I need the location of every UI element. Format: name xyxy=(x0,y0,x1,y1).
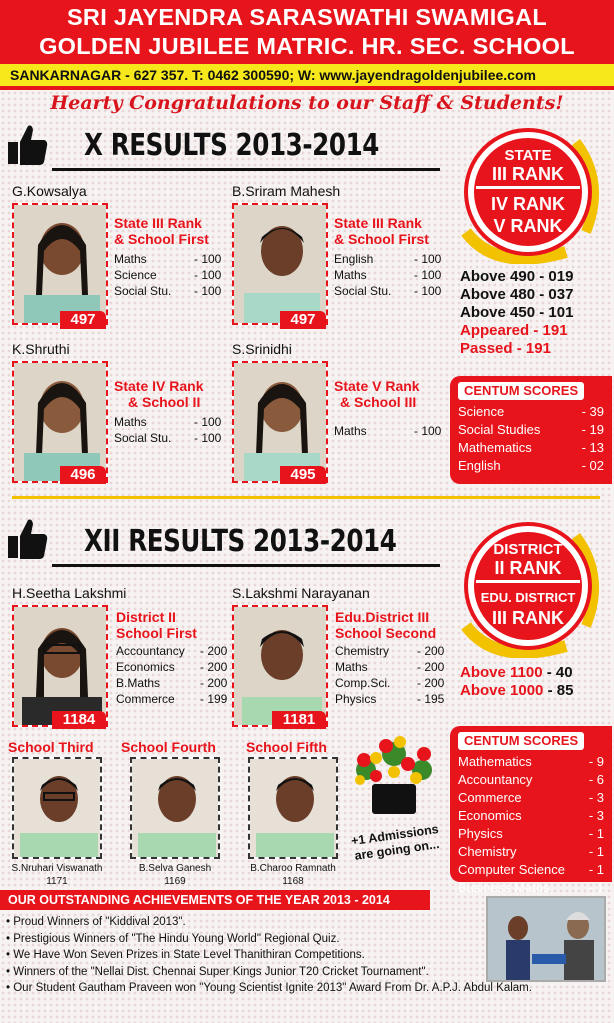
stat-row xyxy=(460,286,573,304)
centum-subject: Computer Science xyxy=(458,862,565,877)
badge-line: II RANK xyxy=(494,558,562,578)
centum-subject: Mathematics xyxy=(458,440,532,455)
rank-title xyxy=(334,378,420,410)
subject-marks xyxy=(334,251,441,299)
stat-label: Above 1000 xyxy=(460,682,544,699)
xii-results-title: XII RESULTS 2013-2014 xyxy=(84,524,397,559)
centum-subject: Accountancy xyxy=(458,772,533,787)
small-student-score: 1171 xyxy=(46,876,68,887)
subject: Commerce xyxy=(116,692,175,706)
stat-value: - 191 xyxy=(533,322,568,339)
xii-centum-scores xyxy=(450,726,612,895)
subject-marks xyxy=(114,251,221,299)
mark: - 100 xyxy=(194,268,222,282)
stat-label: Above 450 xyxy=(460,304,536,321)
mark: - 100 xyxy=(194,431,222,445)
stat-value: - 40 xyxy=(546,664,573,681)
subject: Social Stu. xyxy=(334,284,392,298)
stat-row xyxy=(460,304,573,322)
student-photo xyxy=(248,757,338,859)
school-name-line2: GOLDEN JUBILEE MATRIC. HR. SEC. SCHOOL xyxy=(39,33,575,59)
stat-label: Above 480 xyxy=(460,286,536,303)
thumbs-up-icon xyxy=(4,122,50,168)
xii-title-underline xyxy=(52,564,440,567)
centum-subject: Physics xyxy=(458,826,503,841)
rank-line: State III Rank xyxy=(334,215,422,231)
state-rank-badge xyxy=(456,122,606,264)
small-student-name: S.Nruhari Viswanath xyxy=(11,863,103,874)
subject: Maths xyxy=(335,660,368,674)
centum-count: - 9 xyxy=(588,754,604,769)
x-results-title: X RESULTS 2013-2014 xyxy=(84,128,379,163)
small-student-score: 1168 xyxy=(282,876,304,887)
subject: Maths xyxy=(114,252,147,266)
thumbs-up-icon xyxy=(4,516,50,562)
rank-title xyxy=(114,215,209,247)
badge-line: III RANK xyxy=(492,164,564,184)
centum-row xyxy=(458,861,604,879)
student-name: S.Srinidhi xyxy=(232,341,292,357)
subject: Social Stu. xyxy=(114,284,172,298)
x-centum-scores xyxy=(450,376,612,484)
rank-title xyxy=(334,215,429,247)
student-name: S.Lakshmi Narayanan xyxy=(232,585,370,601)
district-rank-badge xyxy=(456,516,606,658)
centum-row xyxy=(458,789,604,807)
centum-row xyxy=(458,825,604,843)
centum-row xyxy=(458,807,604,825)
rank-line: State V Rank xyxy=(334,378,420,394)
centum-count: - 3 xyxy=(588,808,604,823)
mark: - 195 xyxy=(417,692,445,706)
rank-line: School First xyxy=(116,625,197,641)
subject-marks xyxy=(335,643,444,707)
rank-line: School Second xyxy=(335,625,437,641)
centum-subject: English xyxy=(458,458,501,473)
badge-line: STATE xyxy=(504,147,552,164)
rank-line: State III Rank xyxy=(114,215,202,231)
rank-title xyxy=(335,609,436,641)
stat-value: - 037 xyxy=(539,286,574,303)
student-name: K.Shruthi xyxy=(12,341,70,357)
congrats-banner: Hearty Congratulations to our Staff & Students! xyxy=(50,92,564,114)
subject: Physics xyxy=(335,692,377,706)
subject-marks xyxy=(334,423,441,439)
subject: Comp.Sci. xyxy=(335,676,391,690)
subject: Maths xyxy=(114,415,147,429)
rank-line: State IV Rank xyxy=(114,378,204,394)
total-score: 497 xyxy=(60,311,106,329)
centum-count: - 1 xyxy=(588,826,604,841)
rank-title xyxy=(114,378,203,410)
stat-label: Appeared xyxy=(460,322,530,339)
flower-bouquet-icon xyxy=(346,724,442,820)
student-photo xyxy=(232,203,328,325)
badge-line: EDU. DISTRICT xyxy=(480,590,576,605)
student-photo xyxy=(12,203,108,325)
stat-row xyxy=(460,268,573,286)
rank-line: Edu.District III xyxy=(335,609,430,625)
badge-line: IV RANK xyxy=(490,194,566,214)
subject: Maths xyxy=(334,424,367,438)
total-score: 1181 xyxy=(272,711,326,729)
mark: - 200 xyxy=(200,644,228,658)
mark: - 200 xyxy=(417,660,445,674)
stat-label: Above 490 xyxy=(460,268,536,285)
student-photo xyxy=(12,605,108,727)
centum-row xyxy=(458,771,604,789)
small-rank-label: School Third xyxy=(8,739,94,755)
stat-row xyxy=(460,322,573,340)
centum-row xyxy=(458,843,604,861)
subject: Chemistry xyxy=(335,644,390,658)
x-stats xyxy=(460,268,573,358)
subject: Social Stu. xyxy=(114,431,172,445)
student-name: G.Kowsalya xyxy=(12,183,87,199)
small-student-caption xyxy=(4,862,110,888)
student-name: B.Sriram Mahesh xyxy=(232,183,341,199)
centum-count: - 6 xyxy=(588,772,604,787)
admissions-note: +1 Admissions are going on... xyxy=(350,822,441,863)
student-photo xyxy=(232,605,328,727)
centum-row xyxy=(458,403,604,421)
rank-line: & School First xyxy=(114,231,209,247)
centum-subject: Science xyxy=(458,404,505,419)
school-name-line1: SRI JAYENDRA SARASWATHI SWAMIGAL xyxy=(66,4,548,30)
school-header xyxy=(0,0,614,64)
centum-row xyxy=(458,457,604,475)
small-student-name: B.Selva Ganesh xyxy=(138,863,212,874)
centum-row xyxy=(458,439,604,457)
total-score: 495 xyxy=(280,466,326,484)
stat-value: - 101 xyxy=(539,304,574,321)
centum-count: - 19 xyxy=(581,422,604,437)
centum-subject: Economics xyxy=(458,808,522,823)
subject: Economics xyxy=(116,660,175,674)
mark: - 100 xyxy=(414,424,442,438)
stat-label: Passed xyxy=(460,340,513,357)
small-student-score: 1169 xyxy=(164,876,186,887)
x-title-underline xyxy=(52,168,440,171)
total-score: 1184 xyxy=(52,711,106,729)
centum-row xyxy=(458,753,604,771)
centum-count: - 1 xyxy=(588,862,604,877)
badge-line: V RANK xyxy=(493,216,563,236)
badge-line: DISTRICT xyxy=(493,541,563,558)
subject-marks xyxy=(116,643,227,707)
list-item: • We Have Won Seven Prizes in State Level Thanithiran Competitions. xyxy=(6,947,532,964)
mark: - 200 xyxy=(200,676,228,690)
total-score: 497 xyxy=(280,311,326,329)
xii-stats xyxy=(460,664,573,700)
mark: - 199 xyxy=(200,692,228,706)
rank-title xyxy=(116,609,197,641)
subject: Maths xyxy=(334,268,367,282)
centum-count: - 3 xyxy=(588,790,604,805)
centum-count: - 13 xyxy=(581,440,604,455)
stat-label: Above 1100 xyxy=(460,664,543,681)
subject: Science xyxy=(114,268,157,282)
subject: English xyxy=(334,252,374,266)
rank-line: & School III xyxy=(340,394,417,410)
mark: - 100 xyxy=(414,268,442,282)
school-address: SANKARNAGAR - 627 357. T: 0462 300590; W: www.jayendragoldenjubilee.com xyxy=(0,64,614,86)
centum-subject: Social Studies xyxy=(458,422,541,437)
award-photo xyxy=(486,896,606,982)
small-rank-label: School Fourth xyxy=(121,739,216,755)
list-item: • Proud Winners of "Kiddival 2013". xyxy=(6,914,532,931)
mark: - 200 xyxy=(417,644,445,658)
centum-count: - 39 xyxy=(581,404,604,419)
list-item: • Our Student Gautham Praveen won "Young Scientist Ignite 2013" Award From Dr. A.P.J. Abdul Kalam. xyxy=(6,980,532,997)
list-item: • Winners of the "Nellai Dist. Chennai Super Kings Junior T20 Cricket Tournament". xyxy=(6,964,532,981)
mark: - 200 xyxy=(417,676,445,690)
mark: - 100 xyxy=(414,284,442,298)
subject-marks xyxy=(114,414,221,446)
rank-line: & School First xyxy=(334,231,429,247)
centum-subject: Commerce xyxy=(458,790,522,805)
student-photo xyxy=(232,361,328,483)
subject: B.Maths xyxy=(116,676,161,690)
small-rank-label: School Fifth xyxy=(246,739,327,755)
mark: - 100 xyxy=(414,252,442,266)
mark: - 200 xyxy=(200,660,228,674)
rank-line: & School II xyxy=(128,394,201,410)
header-divider xyxy=(0,86,614,90)
centum-title: CENTUM SCORES xyxy=(458,382,584,400)
student-photo xyxy=(130,757,220,859)
stat-row xyxy=(460,340,573,358)
mark: - 100 xyxy=(194,284,222,298)
centum-subject: Business Maths xyxy=(458,880,550,895)
small-student-caption xyxy=(122,862,228,888)
stat-value: - 85 xyxy=(547,682,574,699)
centum-count: - 1 xyxy=(588,880,604,895)
stat-row xyxy=(460,682,573,700)
mark: - 100 xyxy=(194,252,222,266)
centum-count: - 1 xyxy=(588,844,604,859)
student-photo xyxy=(12,757,102,859)
small-student-caption xyxy=(240,862,346,888)
achievements-title: OUR OUTSTANDING ACHIEVEMENTS OF THE YEAR 2013 - 2014 xyxy=(0,890,430,910)
centum-title: CENTUM SCORES xyxy=(458,732,584,750)
centum-subject: Mathematics xyxy=(458,754,532,769)
mark: - 100 xyxy=(194,415,222,429)
section-divider xyxy=(12,496,600,499)
achievements-list xyxy=(6,914,532,997)
student-photo xyxy=(12,361,108,483)
rank-line: District II xyxy=(116,609,176,625)
total-score: 496 xyxy=(60,466,106,484)
centum-subject: Chemistry xyxy=(458,844,517,859)
stat-row xyxy=(460,664,573,682)
stat-value: - 191 xyxy=(516,340,551,357)
student-name: H.Seetha Lakshmi xyxy=(12,585,127,601)
centum-count: - 02 xyxy=(581,458,604,473)
list-item: • Prestigious Winners of "The Hindu Young World" Regional Quiz. xyxy=(6,931,532,948)
small-student-name: B.Charoo Ramnath xyxy=(250,863,336,874)
stat-value: - 019 xyxy=(539,268,574,285)
subject: Accountancy xyxy=(116,644,185,658)
centum-row xyxy=(458,421,604,439)
badge-line: III RANK xyxy=(492,608,564,628)
